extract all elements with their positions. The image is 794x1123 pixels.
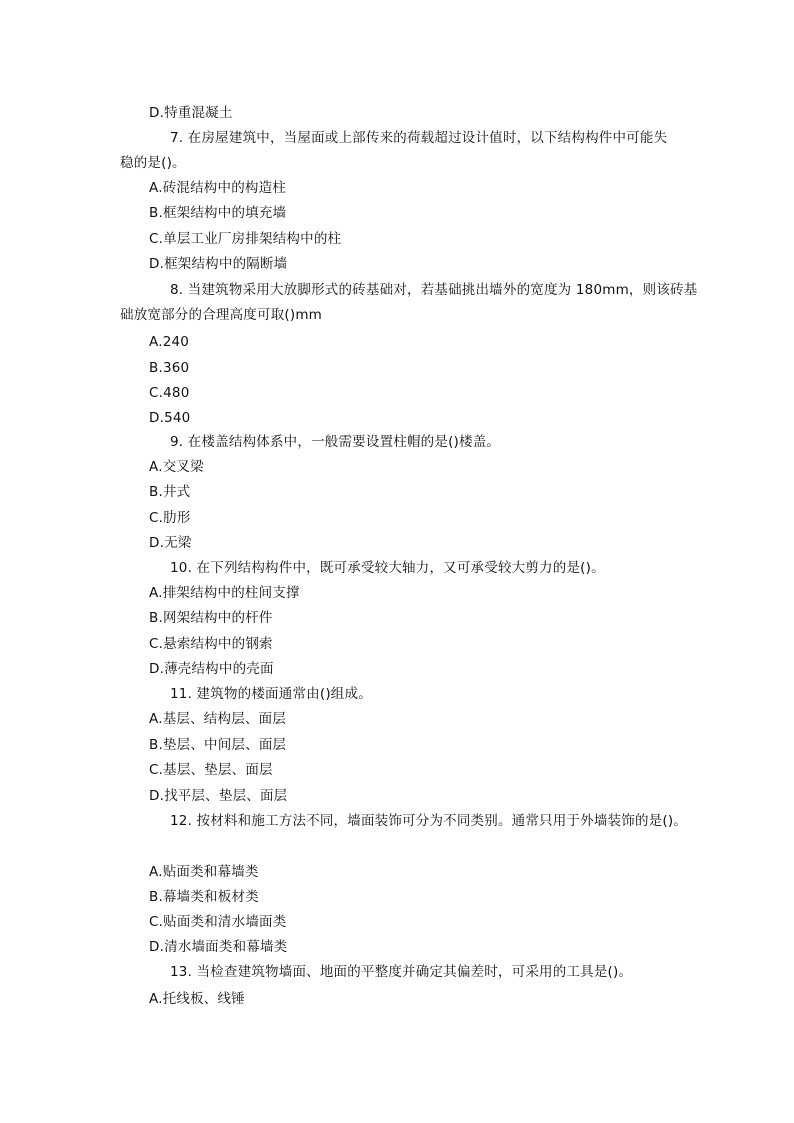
option-a-q7: A.砖混结构中的构造柱: [149, 180, 286, 196]
question-7: 7. 在房屋建筑中，当屋面或上部传来的荷载超过设计值时，以下结构构件中可能失: [170, 130, 668, 146]
option-a-q8: A.240: [149, 334, 190, 350]
option-c-q10: C.悬索结构中的钢索: [149, 636, 273, 652]
option-c-q8: C.480: [149, 385, 190, 401]
option-c-q9: C.肋形: [149, 510, 191, 526]
option-c-q11: C.基层、垫层、面层: [149, 762, 273, 778]
question-11: 11. 建筑物的楼面通常由()组成。: [170, 686, 372, 702]
option-d-q9: D.无梁: [149, 535, 192, 551]
option-a-q9: A.交叉梁: [149, 459, 204, 475]
question-12: 12. 按材料和施工方法不同，墙面装饰可分为不同类别。通常只用于外墙装饰的是()。: [170, 813, 687, 829]
option-d-q10: D.薄壳结构中的壳面: [149, 661, 274, 677]
option-a-q13: A.托线板、线锤: [149, 991, 245, 1007]
option-d-q7: D.框架结构中的隔断墙: [149, 256, 288, 272]
option-d-q8: D.540: [149, 410, 191, 426]
question-8-continued: 础放宽部分的合理高度可取()mm: [120, 307, 323, 323]
option-d-q12: D.清水墙面类和幕墙类: [149, 939, 288, 955]
option-b-q9: B.井式: [149, 484, 191, 500]
question-13: 13. 当检查建筑物墙面、地面的平整度并确定其偏差时，可采用的工具是()。: [170, 964, 633, 980]
question-8: 8. 当建筑物采用大放脚形式的砖基础对，若基础挑出墙外的宽度为 180mm，则该砖基: [170, 282, 698, 298]
option-c-q7: C.单层工业厂房排架结构中的柱: [149, 231, 342, 247]
option-b-q8: B.360: [149, 360, 190, 376]
option-a-q12: A.贴面类和幕墙类: [149, 864, 259, 880]
option-b-q11: B.垫层、中间层、面层: [149, 737, 287, 753]
question-9: 9. 在楼盖结构体系中，一般需要设置柱帽的是()楼盖。: [170, 434, 501, 450]
option-c-q12: C.贴面类和清水墙面类: [149, 914, 287, 930]
option-a-q10: A.排架结构中的柱间支撑: [149, 585, 300, 601]
option-d-q11: D.找平层、垫层、面层: [149, 788, 288, 804]
question-7-continued: 稳的是()。: [120, 155, 186, 171]
option-a-q11: A.基层、结构层、面层: [149, 711, 286, 727]
option-b-q7: B.框架结构中的填充墙: [149, 205, 287, 221]
option-d-q6: D.特重混凝土: [149, 105, 233, 121]
option-b-q12: B.幕墙类和板材类: [149, 889, 259, 905]
option-b-q10: B.网架结构中的杆件: [149, 610, 273, 626]
question-10: 10. 在下列结构构件中，既可承受较大轴力，又可承受较大剪力的是()。: [170, 560, 605, 576]
